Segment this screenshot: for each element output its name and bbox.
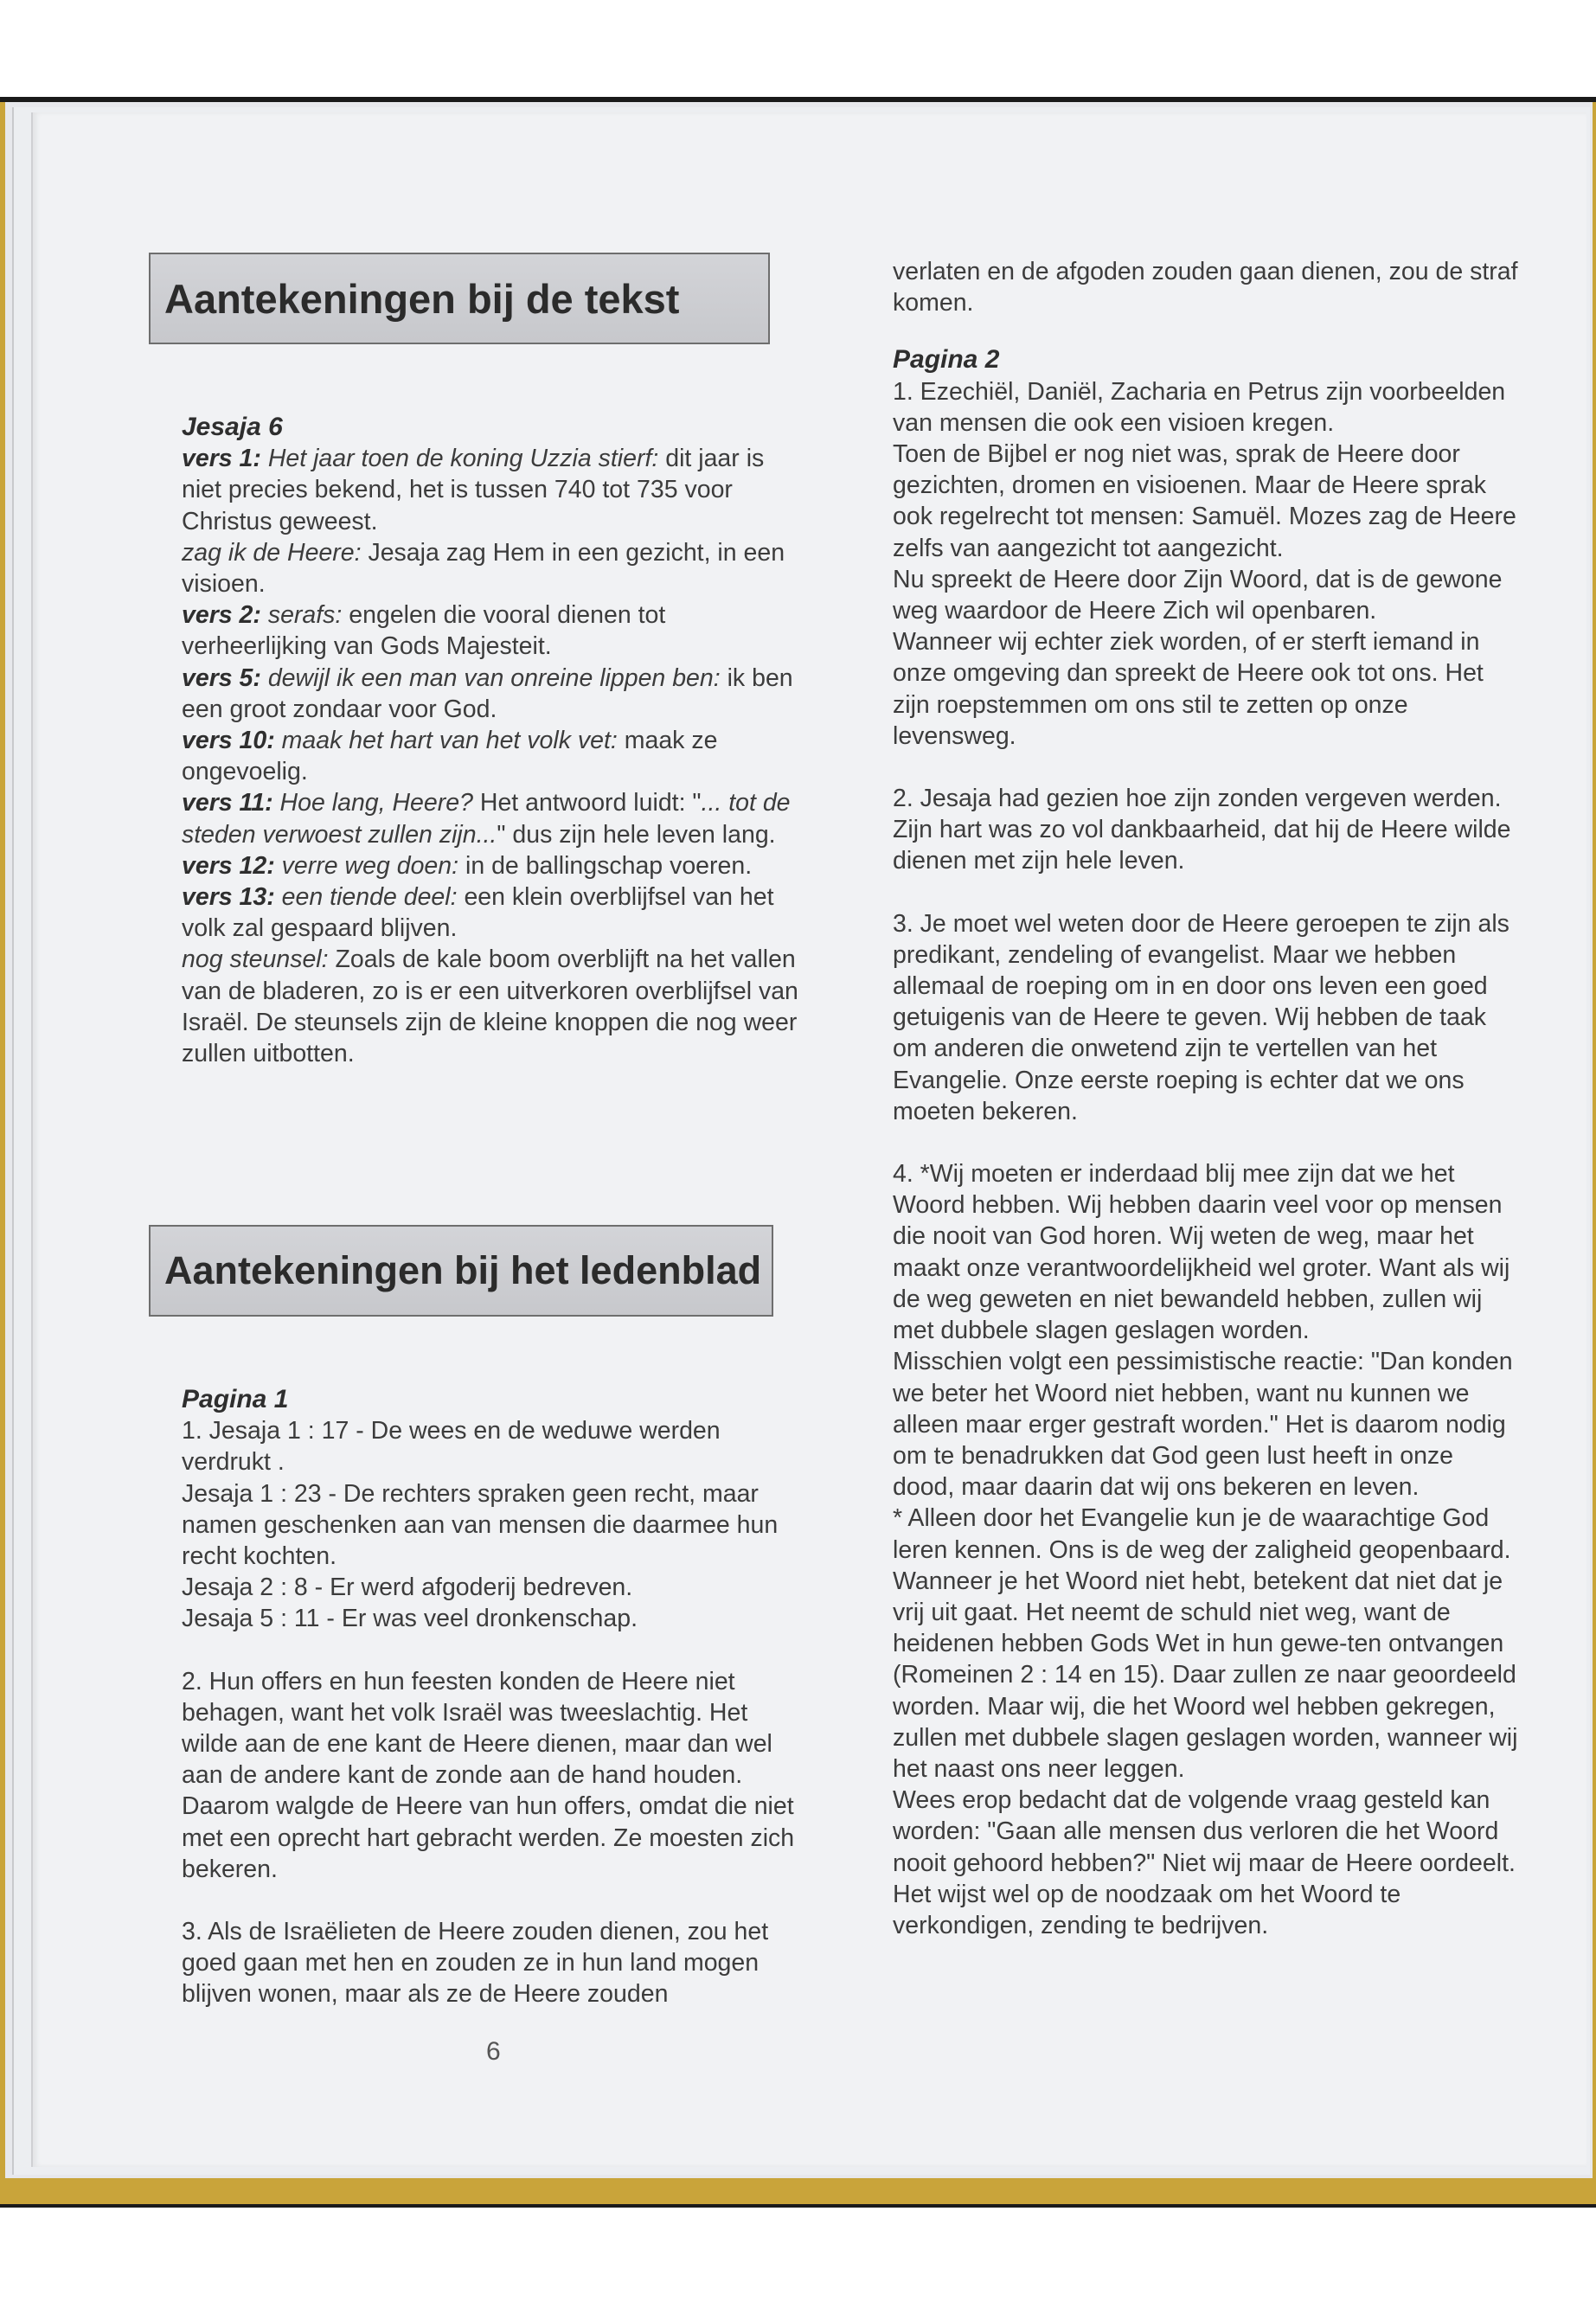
note-vers-2: vers 2: serafs: engelen die vooral dienen tot verheerlijking van Gods Majesteit. [182,601,666,661]
pagina2-item4a: 4. *Wij moeten er inderdaad blij mee zijn dat we het Woord hebben. Wij hebben daarin veel voor op mensen die nooit van God horen. Wij weten de weg, maar het maakt onze verantwoordelijkheid wel groter. Want als wij de weg geweten en niet bewandeld hebben, zullen wij met dubbele slagen geslagen worden. [893,1160,1510,1345]
pagina2-item1b: Toen de Bijbel er nog niet was, sprak de Heere door gezichten, dromen en visioenen. Maar de Heere sprak ook regelrecht tot mensen: Samuël. Mozes zag de Heere zelfs van aangezicht tot aangezicht. [893,440,1516,562]
ledenblad-subheading: Pagina 1 [182,1385,289,1413]
heading-tekst [149,253,770,344]
pagina2-item2: 2. Jesaja had gezien hoe zijn zonden vergeven werden. Zijn hart was zo vol dankbaarheid, dat hij de Heere wilde dienen met zijn hele leven. [893,785,1511,875]
pagina2-item1a: 1. Ezechiël, Daniël, Zacharia en Petrus zijn voorbeelden van mensen die ook een visioen kregen. [893,377,1506,437]
pagina2-item1d: Wanneer wij echter ziek worden, of er sterft iemand in onze omgeving dan spreekt de Heere ook tot ons. Het zijn roepstemmen om ons stil te zetten op onze levensweg. [893,628,1484,750]
pagina1-item3-end: verlaten en de afgoden zouden gaan dienen, zou de straf komen. [893,258,1518,317]
tekst-notes [182,412,804,1069]
note-vers-1b: zag ik de Heere: Jesaja zag Hem in een gezicht, in een visioen. [182,538,785,599]
heading-ledenblad-label: Aantekeningen bij het ledenblad [164,1248,762,1292]
note-vers-13: vers 13: een tiende deel: een klein overblijfsel van het volk zal gespaard blijven. [182,883,774,943]
pagina1-item3-start: 3. Als de Israëlieten de Heere zouden dienen, zou het goed gaan met hen en zouden ze in hun land mogen blijven wonen, maar als ze de Heere zouden [182,1918,769,2009]
page-number: 6 [486,2037,501,2066]
note-vers-10: vers 10: maak het hart van het volk vet: maak ze ongevoelig. [182,727,718,786]
note-vers-12: vers 12: verre weg doen: in de ballingschap voeren. [182,851,753,880]
pagina1-item1-line2: Jesaja 1 : 23 - De rechters spraken geen recht, maar namen geschenken aan van mensen die daarmee hun recht kochten. [182,1479,779,1571]
note-vers-5: vers 5: dewijl ik een man van onreine lippen ben: ik ben een groot zondaar voor God. [182,663,793,723]
tekst-subheading: Jesaja 6 [182,413,283,441]
note-vers-11: vers 11: Hoe lang, Heere? Het antwoord luidt: "... tot de steden verwoest zullen zijn..." dus zijn hele leven lang. [182,789,791,849]
pagina2-item4b: Misschien volgt een pessimistische reactie: "Dan konden we beter het Woord niet hebben, want nu kunnen we alleen maar erger gestraft worden." Het is daarom nodig om te benadrukken dat God geen lust heeft in onze dood, maar daarin dat wij ons bekeren en leven. [893,1348,1513,1502]
pagina2-item4c: * Alleen door het Evangelie kun je de waarachtige God leren kennen. Ons is de weg der zaligheid geopenbaard. Wanneer je het Woord niet hebt, betekent dat niet dat je vrij uit gaat. Het neemt de schuld niet weg, want de heidenen hebben Gods Wet in hun gewe-ten ontvangen (Romeinen 2 : 14 en 15). Daar zullen ze naar geoordeeld worden. Maar wij, die het Woord wel hebben gekregen, zullen met dubbele slagen geslagen worden, wanneer wij het naast ons neer leggen. [893,1504,1518,1783]
note-vers-13b: nog steunsel: Zoals de kale boom overblijft na het vallen van de bladeren, zo is er een uitverkoren overblijfsel van Israël. De steunsels zijn de kleine knoppen die nog weer zullen uitbotten. [182,945,798,1068]
heading-ledenblad [149,1225,773,1317]
pagina2-item4d: Wees erop bedacht dat de volgende vraag gesteld kan worden: "Gaan alle mensen dus verloren die het Woord nooit gehoord hebben?" Niet wij maar de Heere oordeelt. Het wijst wel op de noodzaak om het Woord te verkondigen, zending te bedrijven. [893,1786,1516,1939]
pagina1-item1-line3: Jesaja 2 : 8 - Er werd afgoderij bedreven. [182,1574,633,1602]
heading-tekst-label: Aantekeningen bij de tekst [164,275,680,322]
pagina2-item3: 3. Je moet wel weten door de Heere geroepen te zijn als predikant, zendeling of evangelist. Maar we hebben allemaal de roeping om in en door ons leven een goed getuigenis van de Heere te geven. Wij hebben de taak om anderen die onwetend zijn te vertellen van het Evangelie. Onze eerste roeping is echter dat we ons moeten bekeren. [893,909,1509,1125]
pagina1-item2: 2. Hun offers en hun feesten konden de Heere niet behagen, want het volk Israël was tweeslachtig. Het wilde aan de ene kant de Heere dienen, maar dan wel aan de andere kant de zonde aan de hand houden. Daarom walgde de Heere van hun offers, omdat die niet met een oprecht hart gebracht werden. Ze moesten zich bekeren. [182,1667,795,1883]
pagina2-item1c: Nu spreekt de Heere door Zijn Woord, dat is de gewone weg waardoor de Heere Zich wil openbaren. [893,565,1503,625]
ledenblad-notes [182,1384,804,2010]
pagina1-item1-line1: 1. Jesaja 1 : 17 - De wees en de weduwe werden verdrukt . [182,1417,721,1477]
pagina2-subheading: Pagina 2 [893,345,1000,375]
right-column [893,256,1520,1941]
note-vers-1: vers 1: Het jaar toen de koning Uzzia stierf: dit jaar is niet precies bekend, het is tussen 740 tot 735 voor Christus geweest. [182,445,765,535]
pagina1-item1-line4: Jesaja 5 : 11 - Er was veel dronkenschap. [182,1605,638,1633]
